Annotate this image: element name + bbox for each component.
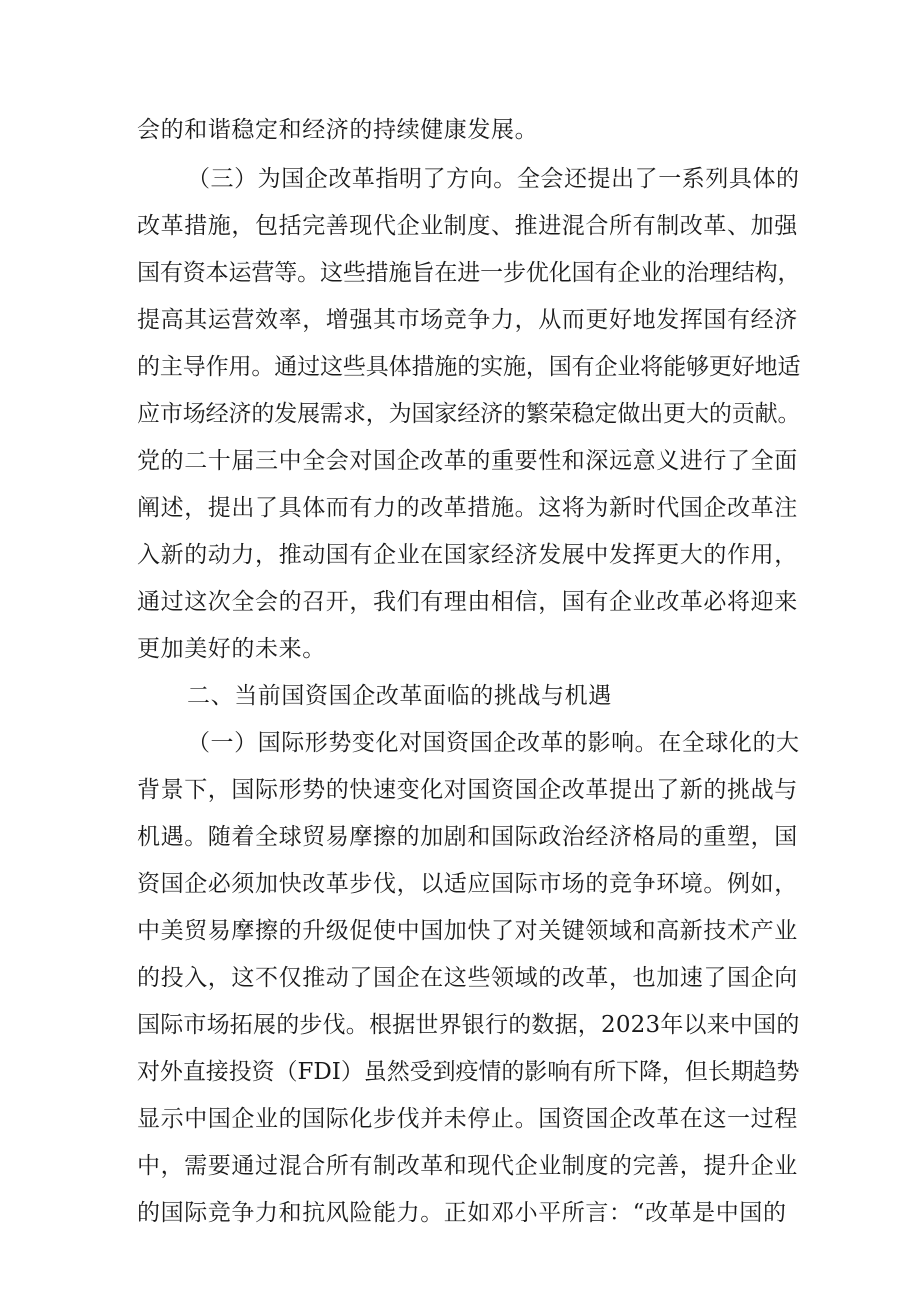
text-line: 国际市场拓展的步伐。根据世界银行的数据，2023年以来中国的 [137,1012,800,1038]
text-line: （三）为国企改革指明了方向。全会还提出了一系列具体的 [187,166,800,192]
text-line: 资国企必须加快改革步伐，以适应国际市场的竞争环境。例如， [137,871,798,897]
text-line: 应市场经济的发展需求，为国家经济的繁荣稳定做出更大的贡献。 [137,401,801,427]
text-line: 对外直接投资（FDI）虽然受到疫情的影响有所下降，但长期趋势 [137,1059,800,1085]
text-line: 更加美好的未来。 [137,636,326,662]
text-line: 改革措施，包括完善现代企业制度、推进混合所有制改革、加强 [137,213,798,239]
text-line: 阐述，提出了具体而有力的改革措施。这将为新时代国企改革注 [137,495,798,521]
text-line: 显示中国企业的国际化步伐并未停止。国资国企改革在这一过程 [137,1106,798,1132]
text-line: 中美贸易摩擦的升级促使中国加快了对关键领域和高新技术产业 [137,918,798,944]
text-line: 的主导作用。通过这些具体措施的实施，国有企业将能够更好地适 [137,354,801,380]
text-line: 党的二十届三中全会对国企改革的重要性和深远意义进行了全面 [137,448,798,474]
text-line: 会的和谐稳定和经济的持续健康发展。 [137,117,539,143]
section-heading: 二、当前国资国企改革面临的挑战与机遇 [187,683,612,709]
text-line: 入新的动力，推动国有企业在国家经济发展中发挥更大的作用， [137,542,798,568]
text-line: 的投入，这不仅推动了国企在这些领域的改革，也加速了国企向 [137,965,798,991]
text-line: 提高其运营效率，增强其市场竞争力，从而更好地发挥国有经济 [137,307,798,333]
text-line: 机遇。随着全球贸易摩擦的加剧和国际政治经济格局的重塑，国 [137,824,798,850]
text-line: 中，需要通过混合所有制改革和现代企业制度的完善，提升企业 [137,1153,798,1179]
text-line: 通过这次全会的召开，我们有理由相信，国有企业改革必将迎来 [137,589,798,615]
text-line: 国有资本运营等。这些措施旨在进一步优化国有企业的治理结构， [137,260,801,286]
text-line: 背景下，国际形势的快速变化对国资国企改革提出了新的挑战与 [137,777,798,803]
text-line: （一）国际形势变化对国资国企改革的影响。在全球化的大 [187,730,800,756]
text-line: 的国际竞争力和抗风险能力。正如邓小平所言：“改革是中国的 [137,1200,787,1226]
